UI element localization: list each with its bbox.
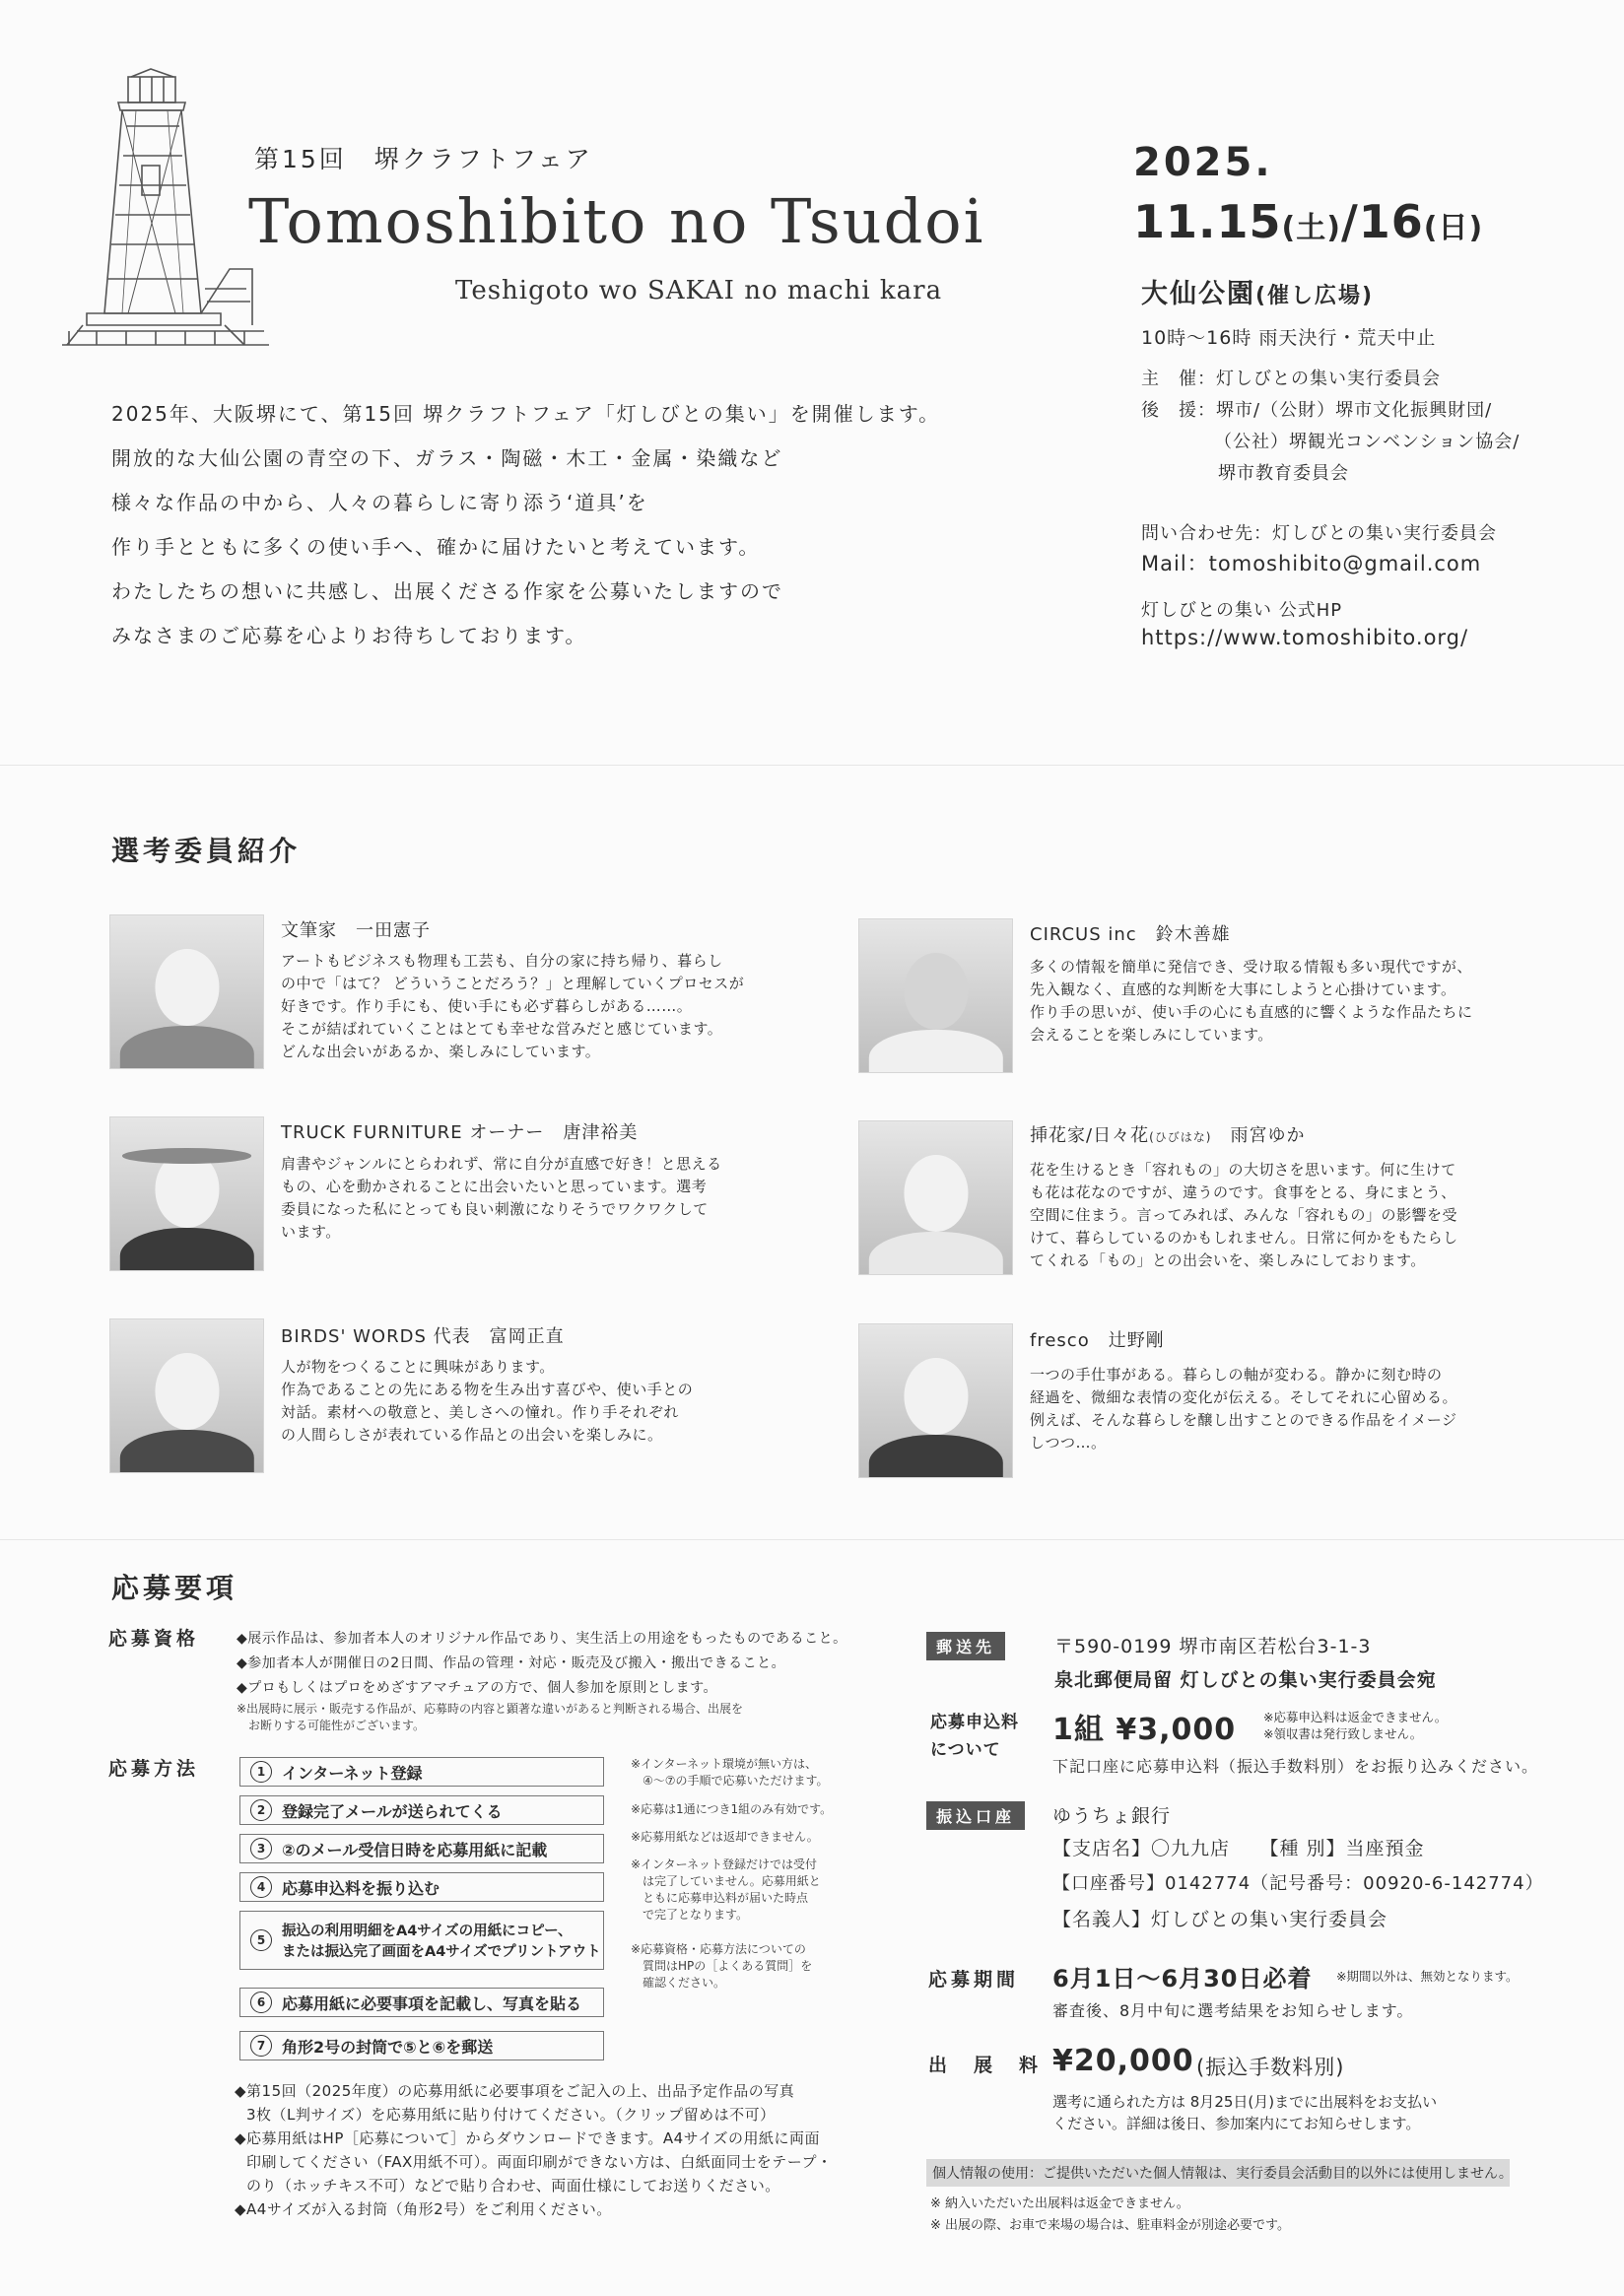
judge-name: CIRCUS inc 鈴木善雄 xyxy=(1030,924,1231,945)
judge-comment-line: 多くの情報を簡単に発信でき、受け取る情報も多い現代ですが、 xyxy=(1030,958,1472,976)
step-note xyxy=(631,1801,832,1818)
step-note xyxy=(631,1756,829,1790)
step-text: インターネット登録 xyxy=(282,1763,423,1783)
bank-holder: 【名義人】灯しびとの集い実行委員会 xyxy=(1052,1909,1388,1930)
judge-comment-line: どんな出会いがあるか、楽しみにしています。 xyxy=(281,1043,601,1060)
note-line: 応募用紙はHP［応募について］からダウンロードできます。A4サイズの用紙に両面 xyxy=(246,2129,820,2147)
event-title: Tomoshibito no Tsudoi xyxy=(248,185,985,257)
event-dates xyxy=(1133,195,1483,248)
step-number: 1 xyxy=(250,1761,272,1783)
step-text: 振込の利用明細をA4サイズの用紙にコピー、 xyxy=(282,1924,573,1939)
fee-amount: 1組 ¥3,000 xyxy=(1052,1713,1237,1747)
judge-comment-line: 肩書やジャンルにとらわれず、常に自分が直感で好き！と思える xyxy=(281,1155,722,1173)
event-venue xyxy=(1141,272,1374,310)
qualification-text: 展示作品は、参加者本人のオリジナル作品であり、実生活上の用途をもったものであること。 xyxy=(247,1631,847,1647)
note-line: ※インターネット環境が無い方は、 xyxy=(631,1757,817,1771)
step-text: 応募申込料を振り込む xyxy=(282,1878,440,1898)
judge-comment xyxy=(281,950,774,1063)
venue-sub: (催し広場) xyxy=(1255,284,1375,308)
qualification-label: 応募資格 xyxy=(108,1628,200,1650)
judge-photo xyxy=(858,918,1013,1073)
fee-label-line: 応募申込料 xyxy=(930,1713,1019,1732)
intro-line: 2025年、大阪堺にて、第15回 堺クラフトフェア「灯しびとの集い」を開催します。 xyxy=(111,402,941,426)
step-text: 角形2号の封筒で⑤と⑥を郵送 xyxy=(282,2037,494,2057)
final-notes xyxy=(930,2194,1290,2237)
judge-name-main: 挿花家/日々花 xyxy=(1030,1125,1150,1146)
note-line: のり（ホッチキス不可）などで貼り合わせ、両面仕様にしてお送りください。 xyxy=(246,2177,780,2195)
date-day1-weekday: (土) xyxy=(1281,211,1341,245)
qualification-text: 参加者本人が開催日の2日間、作品の管理・対応・販売及び搬入・搬出できること。 xyxy=(247,1655,786,1671)
step-note xyxy=(631,1941,812,1992)
judge-comment xyxy=(1030,1364,1522,1454)
period-result: 審査後、8月中旬に選考結果をお知らせします。 xyxy=(1052,2001,1414,2020)
judge-name xyxy=(1030,1121,1305,1147)
fee-notes xyxy=(1263,1709,1447,1742)
note-line: 質問はHPの［よくある質問］を xyxy=(631,1959,813,1973)
judge-photo xyxy=(858,1323,1013,1478)
step-2 xyxy=(239,1795,604,1825)
inquiry: 問い合わせ先：灯しびとの集い実行委員会 xyxy=(1141,523,1497,544)
judge-comment-line: しつつ…。 xyxy=(1030,1434,1107,1452)
intro-line: わたしたちの想いに共感し、出展くださる作家を公募いたしますので xyxy=(111,579,783,603)
qualification-item: ◆展示作品は、参加者本人のオリジナル作品であり、実生活上の用途をもったものであること。 xyxy=(237,1631,847,1647)
note-line: ※ 納入いただいた出展料は返金できません。 xyxy=(930,2196,1189,2211)
bank-branch: 【支店名】〇九九店 【種 別】当座預金 xyxy=(1052,1838,1425,1859)
note-line: ください。詳細は後日、参加案内にてお知らせします。 xyxy=(1052,2115,1421,2132)
judge-comment-line: そこが結ばれていくことはとても幸せな営みだと感じています。 xyxy=(281,1020,723,1038)
judge-comment-line: 空間に住まう。言ってみれば、みんな「容れもの」の影響を受 xyxy=(1030,1206,1458,1224)
event-subtitle: Teshigoto wo SAKAI no machi kara xyxy=(455,276,943,305)
step-1 xyxy=(239,1757,604,1787)
step-note xyxy=(631,1857,821,1924)
exhibit-label: 出 展 料 xyxy=(928,2055,1043,2076)
bank-tag: 振込口座 xyxy=(926,1801,1025,1830)
note-line: ※応募用紙などは返却できません。 xyxy=(631,1830,819,1844)
judge-comment-line: 好きです。作り手にも、使い手にも必ず暮らしがある……。 xyxy=(281,997,693,1015)
judge-comment-line: 人が物をつくることに興味があります。 xyxy=(281,1358,555,1376)
judge-photo xyxy=(109,1318,264,1473)
note-line: 第15回（2025年度）の応募用紙に必要事項をご記入の上、出品予定作品の写真 xyxy=(246,2082,795,2100)
event-year: 2025. xyxy=(1133,140,1273,185)
judge-comment-line: 例えば、そんな暮らしを醸し出すことのできる作品をイメージ xyxy=(1030,1411,1457,1429)
judge-comment-line: います。 xyxy=(281,1223,341,1241)
hp-label: 灯しびとの集い 公式HP xyxy=(1141,600,1343,621)
note-line: ※領収書は発行致しません。 xyxy=(1263,1726,1423,1741)
bottom-note: ◆第15回（2025年度）の応募用紙に必要事項をご記入の上、出品予定作品の写真 3枚（L判サイズ）を応募用紙に貼り付けてください。（クリップ留めは不可） ◆応募用紙はHP［応募について］からダウンロードできます。A4サイズの用紙に両面 印刷してください（FAX用紙不可）。両面印刷ができない方は、白紙面同士をテープ・ のり（ホッチキス不可）などで貼り合わせ、両面仕様にしてお送りください。 ◆A4サイズが入る封筒（角形2号）をご利用ください。 xyxy=(235,2082,833,2218)
apply-heading: 応募要項 xyxy=(111,1572,238,1604)
event-edition: 第15回 堺クラフトフェア xyxy=(254,145,593,173)
judge-comment-line: 花を生けるとき「容れもの」の大切さを思います。何に生けて xyxy=(1030,1161,1456,1179)
judge-comment-line: も花は花なのですが、違うのです。食事をとる、身にまとう、 xyxy=(1030,1183,1456,1201)
fee-label xyxy=(930,1709,1019,1764)
intro-line: 開放的な大仙公園の青空の下、ガラス・陶磁・木工・金属・染織など xyxy=(111,446,783,470)
step-number: 7 xyxy=(250,2035,272,2057)
support-line: 堺市/（公財）堺市文化振興財団/ xyxy=(1216,400,1493,421)
qualification-text: プロもしくはプロをめざすアマチュアの方で、個人参加を原則とします。 xyxy=(247,1680,717,1696)
organizer xyxy=(1141,365,1441,390)
judge-comment-line: の人間らしさが表れている作品との出会いを楽しみに。 xyxy=(281,1426,663,1444)
judge-photo xyxy=(109,914,264,1069)
note-line: A4サイズが入る封筒（角形2号）をご利用ください。 xyxy=(246,2200,612,2218)
date-day1: 11.15 xyxy=(1133,195,1282,248)
support-line: （公社）堺観光コンベンション協会/ xyxy=(1214,432,1521,452)
fold-line-bottom xyxy=(0,1539,1624,1540)
judge-name: fresco 辻野剛 xyxy=(1030,1330,1165,1351)
note-line: は完了していません。応募用紙と xyxy=(631,1874,821,1888)
judge-comment-line: 委員になった私にとっても良い刺激になりそうでワクワクして xyxy=(281,1200,709,1218)
step-text: 応募用紙に必要事項を記載し、写真を貼る xyxy=(282,1993,582,2013)
mail-recipient: 泉北郵便局留 灯しびとの集い実行委員会宛 xyxy=(1054,1669,1437,1691)
qualification-item: ◆参加者本人が開催日の2日間、作品の管理・対応・販売及び搬入・搬出できること。 xyxy=(237,1655,786,1671)
method-label: 応募方法 xyxy=(108,1758,200,1780)
judge-comment xyxy=(281,1153,774,1244)
judge-name: 文筆家 一田憲子 xyxy=(281,920,431,941)
intro-line: 作り手とともに多くの使い手へ、確かに届けたいと考えています。 xyxy=(111,535,761,559)
event-hours: 10時～16時 雨天決行・荒天中止 xyxy=(1141,327,1437,349)
step-number: 4 xyxy=(250,1876,272,1898)
judge-comment-line: 作り手の思いが、使い手の心にも直感的に響くような作品たちに xyxy=(1030,1003,1473,1021)
date-day2: 16 xyxy=(1358,195,1424,248)
mail-address: 〒590-0199 堺市南区若松台3-1-3 xyxy=(1054,1636,1372,1657)
note-line: お断りする可能性がございます。 xyxy=(237,1719,426,1732)
support xyxy=(1141,396,1492,422)
step-5 xyxy=(239,1911,604,1970)
step-note xyxy=(631,1829,819,1846)
note-line: で完了となります。 xyxy=(631,1908,749,1922)
support-line: 堺市教育委員会 xyxy=(1218,463,1349,484)
note-line: ④～⑦の手順で応募いただけます。 xyxy=(631,1774,829,1788)
judge-comment-line: 一つの手仕事がある。暮らしの軸が変わる。静かに刻む時の xyxy=(1030,1366,1443,1384)
judge-comment-line: アートもビジネスも物理も工芸も、自分の家に持ち帰り、暮らし xyxy=(281,952,723,970)
hp-url-link[interactable]: https://www.tomoshibito.org/ xyxy=(1141,626,1469,649)
bank-name: ゆうちょ銀行 xyxy=(1052,1805,1172,1827)
note-line: 選考に通られた方は 8月25日(月)までに出展料をお支払い xyxy=(1052,2093,1438,2111)
judge-name-tail: 雨宮ゆか xyxy=(1211,1125,1306,1146)
qualification-item: ◆プロもしくはプロをめざすアマチュアの方で、個人参加を原則とします。 xyxy=(237,1680,717,1696)
contact-mail[interactable]: Mail：tomoshibito@gmail.com xyxy=(1141,552,1482,575)
period-label: 応募期間 xyxy=(928,1969,1020,1991)
judge-photo xyxy=(109,1116,264,1271)
fee-instruction: 下記口座に応募申込料（振込手数料別）をお振り込みください。 xyxy=(1052,1757,1539,1776)
note-line: ※応募は1通につき1組のみ有効です。 xyxy=(631,1802,833,1816)
organizer-label: 主 催： xyxy=(1141,369,1216,389)
lighthouse-illustration xyxy=(57,67,274,353)
period-value: 6月1日～6月30日必着 xyxy=(1052,1965,1313,1992)
privacy-notice: 個人情報の使用：ご提供いただいた個人情報は、実行委員会活動目的以外には使用しません。 xyxy=(926,2159,1510,2187)
intro-line: 様々な作品の中から、人々の暮らしに寄り添う‘道具’を xyxy=(111,491,648,514)
exhibit-fee-note: (振込手数料別) xyxy=(1196,2056,1345,2079)
note-line: ※インターネット登録だけでは受付 xyxy=(631,1857,817,1871)
note-line: ※ 出展の際、お車で来場の場合は、駐車料金が別途必要です。 xyxy=(930,2218,1290,2233)
step-4 xyxy=(239,1872,604,1902)
note-line: ともに応募申込料が届いた時点 xyxy=(631,1891,809,1905)
step-number: 2 xyxy=(250,1799,272,1821)
judge-comment xyxy=(281,1356,774,1447)
venue-name: 大仙公園 xyxy=(1141,279,1255,309)
step-3 xyxy=(239,1834,604,1863)
judge-comment xyxy=(1030,1159,1522,1272)
judges-heading: 選考委員紹介 xyxy=(111,835,302,867)
bank-account: 【口座番号】0142774（記号番号：00920-6-142774） xyxy=(1052,1873,1544,1894)
fee-label-line: について xyxy=(930,1740,1001,1760)
step-text: ②のメール受信日時を応募用紙に記載 xyxy=(282,1840,548,1859)
judge-comment-line: 経過を、微細な表情の変化が伝える。そしてそれに心留める。 xyxy=(1030,1388,1458,1406)
note-line: 確認ください。 xyxy=(631,1976,726,1990)
judge-name-ruby: (ひびはな) xyxy=(1149,1130,1212,1144)
step-7 xyxy=(239,2031,604,2060)
step-number: 6 xyxy=(250,1992,272,2013)
judge-comment-line: 対話。素材への敬意と、美しさへの憧れ。作り手それぞれ xyxy=(281,1403,679,1421)
judge-name: TRUCK FURNITURE オーナー 唐津裕美 xyxy=(281,1122,639,1143)
note-line: ※応募申込料は返金できません。 xyxy=(1263,1710,1448,1724)
judge-comment-line: もの、心を動かされることに出会いたいと思っています。選考 xyxy=(281,1178,708,1195)
judge-comment-line: の中で「はて？ どういうことだろう？」と理解していくプロセスが xyxy=(281,975,745,992)
qualification-note xyxy=(237,1701,743,1734)
date-separator: / xyxy=(1340,195,1359,248)
support-label: 後 援： xyxy=(1141,400,1216,421)
mail-tag: 郵送先 xyxy=(926,1632,1005,1660)
intro-line: みなさまのご応募を心よりお待ちしております。 xyxy=(111,624,587,647)
note-line: 印刷してください（FAX用紙不可）。両面印刷ができない方は、白紙面同士をテープ・ xyxy=(246,2153,833,2171)
exhibit-fee: ¥20,000 xyxy=(1052,2044,1194,2078)
exhibit-notes xyxy=(1052,2091,1437,2134)
judge-name: BIRDS' WORDS 代表 富岡正直 xyxy=(281,1326,565,1347)
judge-comment-line: けて、暮らしているのかもしれません。日常に何かをもたらし xyxy=(1030,1229,1458,1247)
fold-line-top xyxy=(0,765,1624,766)
judge-comment-line: 先入観なく、直感的な判断を大事にしようと心掛けています。 xyxy=(1030,980,1456,998)
judge-comment xyxy=(1030,956,1522,1047)
note-line: ※出展時に展示・販売する作品が、応募時の内容と顕著な違いがあると判断される場合、出展を xyxy=(237,1702,744,1716)
period-note: ※期間以外は、無効となります。 xyxy=(1336,1969,1519,1984)
judge-comment-line: てくれる「もの」との出会いを、楽しみにしております。 xyxy=(1030,1251,1426,1269)
date-day2-weekday: (日) xyxy=(1423,211,1484,245)
judge-comment-line: 会えることを楽しみにしています。 xyxy=(1030,1026,1273,1044)
organizer-value: 灯しびとの集い実行委員会 xyxy=(1216,369,1441,389)
step-number: 3 xyxy=(250,1838,272,1859)
note-line: ※応募資格・応募方法についての xyxy=(631,1942,806,1956)
judge-comment-line: 作為であることの先にある物を生み出す喜びや、使い手との xyxy=(281,1381,694,1398)
step-text: または振込完了画面をA4サイズでプリントアウト xyxy=(282,1944,601,1960)
judge-photo xyxy=(858,1120,1013,1275)
step-number: 5 xyxy=(250,1929,272,1951)
note-line: 3枚（L判サイズ）を応募用紙に貼り付けてください。（クリップ留めは不可） xyxy=(246,2106,776,2124)
step-text: 登録完了メールが送られてくる xyxy=(282,1801,503,1821)
step-6 xyxy=(239,1988,604,2017)
